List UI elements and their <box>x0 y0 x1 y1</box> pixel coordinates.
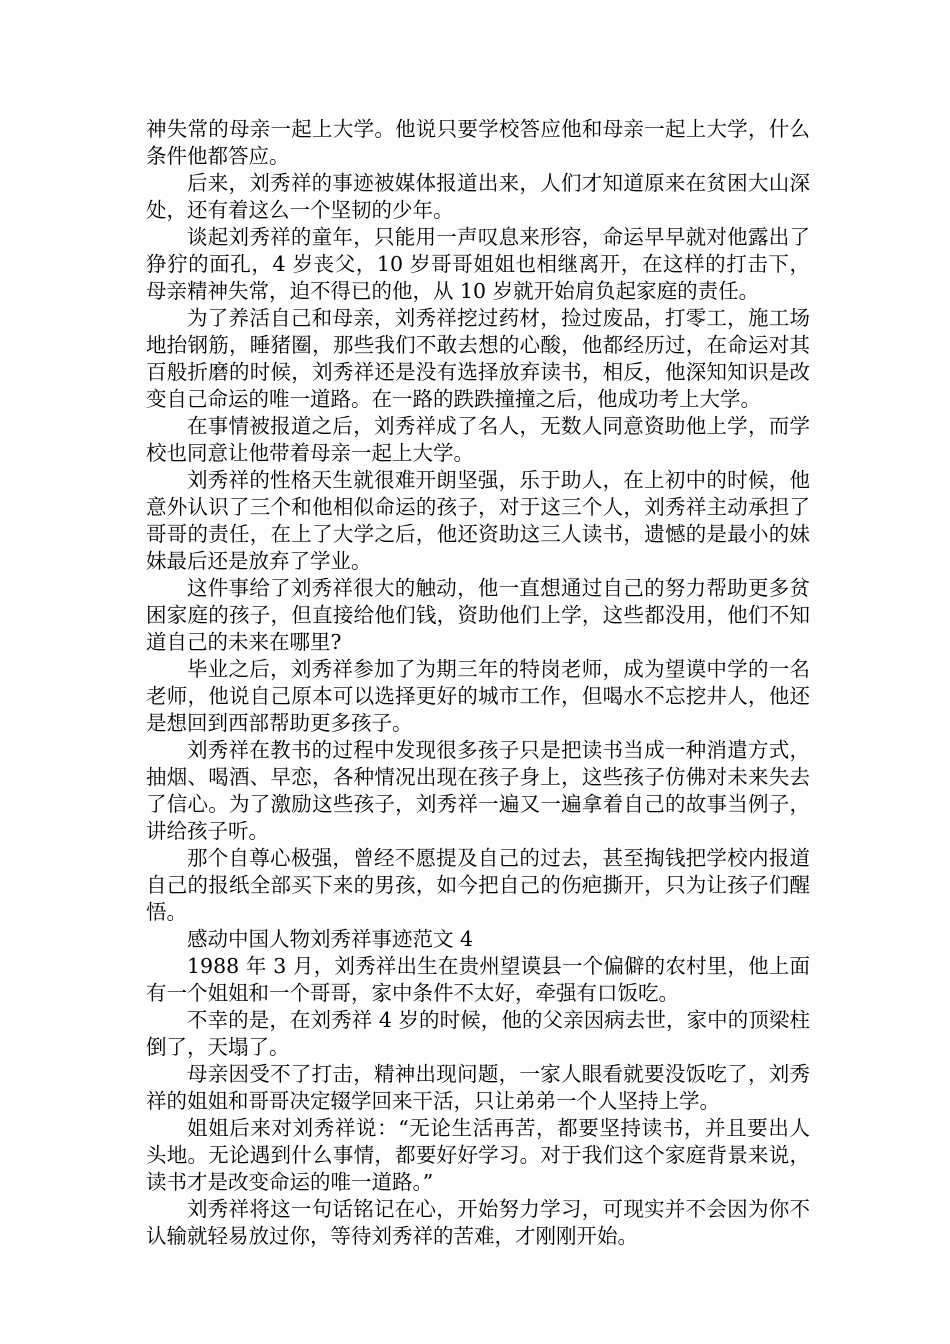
paragraph: 刘秀祥的性格天生就很难开朗坚强，乐于助人，在上初中的时候，他意外认识了三个和他相似命运的孩子，对于这三个人，刘秀祥主动承担了哥哥的责任，在上了大学之后，他还资助这三人读书，遗憾的是最小的妹妹最后还是放弃了学业。 <box>146 468 810 573</box>
section-heading: 感动中国人物刘秀祥事迹范文 4 <box>187 927 474 951</box>
paragraph: 毕业之后，刘秀祥参加了为期三年的特岗老师，成为望谟中学的一名老师，他说自己原本可以选择更好的城市工作，但喝水不忘挖井人，他还是想回到西部帮助更多孩子。 <box>146 657 810 735</box>
paragraph: 后来，刘秀祥的事迹被媒体报道出来，人们才知道原来在贫困大山深处，还有着这么一个坚韧的少年。 <box>146 171 810 222</box>
paragraph: 神失常的母亲一起上大学。他说只要学校答应他和母亲一起上大学，什么条件他都答应。 <box>146 117 810 168</box>
paragraph: 这件事给了刘秀祥很大的触动，他一直想通过自己的努力帮助更多贫困家庭的孩子，但直接给他们钱，资助他们上学，这些都没用，他们不知道自己的未来在哪里? <box>146 576 810 654</box>
document-page <box>146 116 810 1250</box>
paragraph: 母亲因受不了打击，精神出现问题，一家人眼看就要没饭吃了，刘秀祥的姐姐和哥哥决定辍学回来干活，只让弟弟一个人坚持上学。 <box>146 1062 810 1113</box>
paragraph: 在事情被报道之后，刘秀祥成了名人，无数人同意资助他上学，而学校也同意让他带着母亲一起上大学。 <box>146 414 810 465</box>
paragraph: 谈起刘秀祥的童年，只能用一声叹息来形容，命运早早就对他露出了狰狞的面孔，4 岁丧父，10 岁哥哥姐姐也相继离开，在这样的打击下，母亲精神失常，迫不得已的他，从 10 岁就开始肩负起家庭的责任。 <box>146 225 810 303</box>
paragraph: 为了养活自己和母亲，刘秀祥挖过药材，捡过废品，打零工，施工场地抬钢筋，睡猪圈，那些我们不敢去想的心酸，他都经历过，在命运对其百般折磨的时候，刘秀祥还是没有选择放弃读书，相反，他深知知识是改变自己命运的唯一道路。在一路的跌跌撞撞之后，他成功考上大学。 <box>146 306 810 411</box>
paragraph: 1988 年 3 月，刘秀祥出生在贵州望谟县一个偏僻的农村里，他上面有一个姐姐和一个哥哥，家中条件不太好，牵强有口饭吃。 <box>146 954 810 1005</box>
paragraph: 姐姐后来对刘秀祥说：“无论生活再苦，都要坚持读书，并且要出人头地。无论遇到什么事情，都要好好学习。对于我们这个家庭背景来说，读书才是改变命运的唯一道路。” <box>146 1116 810 1194</box>
paragraph: 刘秀祥在教书的过程中发现很多孩子只是把读书当成一种消遣方式，抽烟、喝酒、早恋，各种情况出现在孩子身上，这些孩子仿佛对未来失去了信心。为了激励这些孩子，刘秀祥一遍又一遍拿着自己的故事当例子，讲给孩子听。 <box>146 738 810 843</box>
paragraph: 不幸的是，在刘秀祥 4 岁的时候，他的父亲因病去世，家中的顶梁柱倒了，天塌了。 <box>146 1008 810 1059</box>
paragraph: 刘秀祥将这一句话铭记在心，开始努力学习，可现实并不会因为你不认输就轻易放过你，等待刘秀祥的苦难，才刚刚开始。 <box>146 1197 810 1248</box>
paragraph: 那个自尊心极强，曾经不愿提及自己的过去，甚至掏钱把学校内报道自己的报纸全部买下来的男孩，如今把自己的伤疤撕开，只为让孩子们醒悟。 <box>146 846 810 924</box>
